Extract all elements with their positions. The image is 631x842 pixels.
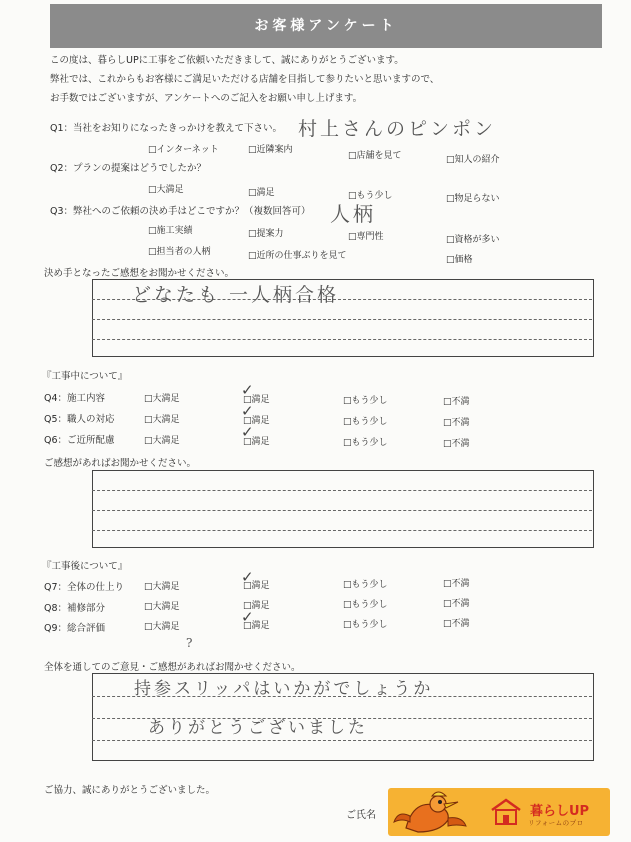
during-rule-2	[92, 510, 592, 511]
intro-line-3: お手数ではございますが、アンケートへのご記入をお願い申し上げます。	[50, 93, 363, 104]
decision-rule-2	[92, 319, 592, 320]
logo-tagline: リフォームのプロ	[528, 819, 584, 827]
q3-option-qualifications[interactable]: □資格が多い	[446, 235, 500, 245]
q5-option-dissatisfied[interactable]: □不満	[443, 418, 470, 428]
q6-check-icon: ✓	[241, 423, 254, 441]
q7-option-satisfied[interactable]: □満足	[243, 581, 270, 591]
q9-label: Q9：総合評価	[44, 623, 106, 634]
q5-option-very-satisfied[interactable]: □大満足	[144, 415, 180, 425]
intro-line-1: この度は、暮らしUPに工事をご依頼いただきまして、誠にありがとうございます。	[50, 55, 404, 66]
q2-option-very-satisfied[interactable]: □大満足	[148, 185, 184, 195]
q2-option-satisfied[interactable]: □満足	[248, 188, 275, 198]
decision-label: 決め手となったご感想をお聞かせください。	[44, 268, 235, 279]
q2-option-somewhat[interactable]: □もう少し	[348, 191, 393, 201]
q7-label: Q7：全体の仕上り	[44, 582, 125, 593]
q7-option-dissatisfied[interactable]: □不満	[443, 579, 470, 589]
during-comment-box[interactable]	[92, 470, 594, 548]
q7-option-somewhat[interactable]: □もう少し	[343, 580, 388, 590]
q6-option-satisfied[interactable]: □満足	[243, 437, 270, 447]
q9-option-somewhat[interactable]: □もう少し	[343, 620, 388, 630]
q1-label: Q1：当社をお知りになったきっかけを教えて下さい。	[50, 123, 283, 134]
q6-label: Q6：ご近所配慮	[44, 435, 115, 446]
after-section-title: 『工事後について』	[42, 561, 128, 572]
q5-option-satisfied[interactable]: □満足	[243, 416, 270, 426]
q2-option-unsatisfying[interactable]: □物足らない	[446, 194, 500, 204]
during-rule-1	[92, 490, 592, 491]
during-comment-label: ご感想があればお聞かせください。	[44, 458, 197, 469]
thanks-text: ご協力、誠にありがとうございました。	[44, 785, 216, 796]
q3-option-track-record[interactable]: □施工実績	[148, 226, 193, 236]
q8-label: Q8：補修部分	[44, 603, 106, 614]
overall-label: 全体を通してのご意見・ご感想があればお聞かせください。	[44, 662, 301, 673]
intro-line-2: 弊社では、これからもお客様にご満足いただける店舗を目指して参りたいと思いますので、	[50, 74, 440, 85]
q1-option-store[interactable]: □店舗を見て	[348, 151, 402, 161]
logo-brand-text: 暮らしUP	[530, 804, 590, 819]
q4-option-dissatisfied[interactable]: □不満	[443, 397, 470, 407]
overall-handwritten-line-1: 持参スリッパはいかがでしょうか	[134, 679, 434, 699]
q7-check-icon: ✓	[241, 568, 254, 586]
during-section-title: 『工事中について』	[42, 371, 128, 382]
q9-option-satisfied[interactable]: □満足	[243, 621, 270, 631]
q5-label: Q5：職人の対応	[44, 414, 115, 425]
q1-handwritten-answer: 村上さんのピンポン	[298, 118, 497, 140]
q4-option-satisfied[interactable]: □満足	[243, 395, 270, 405]
q8-option-dissatisfied[interactable]: □不満	[443, 599, 470, 609]
q8-option-somewhat[interactable]: □もう少し	[343, 600, 388, 610]
decision-rule-3	[92, 339, 592, 340]
q6-option-somewhat[interactable]: □もう少し	[343, 438, 388, 448]
q1-option-internet[interactable]: □インターネット	[148, 145, 219, 155]
overall-rule-3	[92, 740, 592, 741]
q9-option-dissatisfied[interactable]: □不満	[443, 619, 470, 629]
q1-option-acquaintance[interactable]: □知人の紹介	[446, 155, 500, 165]
q9-option-very-satisfied[interactable]: □大満足	[144, 622, 180, 632]
q7-option-very-satisfied[interactable]: □大満足	[144, 582, 180, 592]
q5-check-icon: ✓	[241, 402, 254, 420]
q5-option-somewhat[interactable]: □もう少し	[343, 417, 388, 427]
q3-option-personality[interactable]: □担当者の人柄	[148, 247, 211, 257]
q1-option-neighborhood[interactable]: □近隣案内	[248, 145, 293, 155]
q3-handwritten-answer: 人柄	[330, 202, 376, 226]
overall-handwritten-line-2: ありがとうございました	[148, 718, 368, 738]
page-title: お客様アンケート	[254, 18, 398, 34]
q4-option-very-satisfied[interactable]: □大満足	[144, 394, 180, 404]
name-label: ご氏名	[346, 810, 376, 821]
q3-option-expertise[interactable]: □専門性	[348, 232, 384, 242]
q3-option-nearby-work[interactable]: □近所の仕事ぶりを見て	[248, 251, 347, 261]
q3-option-proposal[interactable]: □提案力	[248, 229, 284, 239]
q4-label: Q4：施工内容	[44, 393, 106, 404]
overall-question-mark: ?	[186, 636, 196, 650]
q9-check-icon: ✓	[241, 608, 254, 626]
q6-option-very-satisfied[interactable]: □大満足	[144, 436, 180, 446]
q6-option-dissatisfied[interactable]: □不満	[443, 439, 470, 449]
q3-label: Q3：弊社へのご依頼の決め手はどこですか？（複数回答可）	[50, 206, 311, 217]
q3-option-price[interactable]: □価格	[446, 255, 473, 265]
q8-option-satisfied[interactable]: □満足	[243, 601, 270, 611]
q2-label: Q2：プランの提案はどうでしたか？	[50, 163, 207, 174]
title-bar	[50, 4, 602, 48]
q4-option-somewhat[interactable]: □もう少し	[343, 396, 388, 406]
q8-option-very-satisfied[interactable]: □大満足	[144, 602, 180, 612]
q4-check-icon: ✓	[241, 381, 254, 399]
during-rule-3	[92, 530, 592, 531]
decision-handwritten-answer: どなたも 一人柄合格	[132, 284, 340, 306]
